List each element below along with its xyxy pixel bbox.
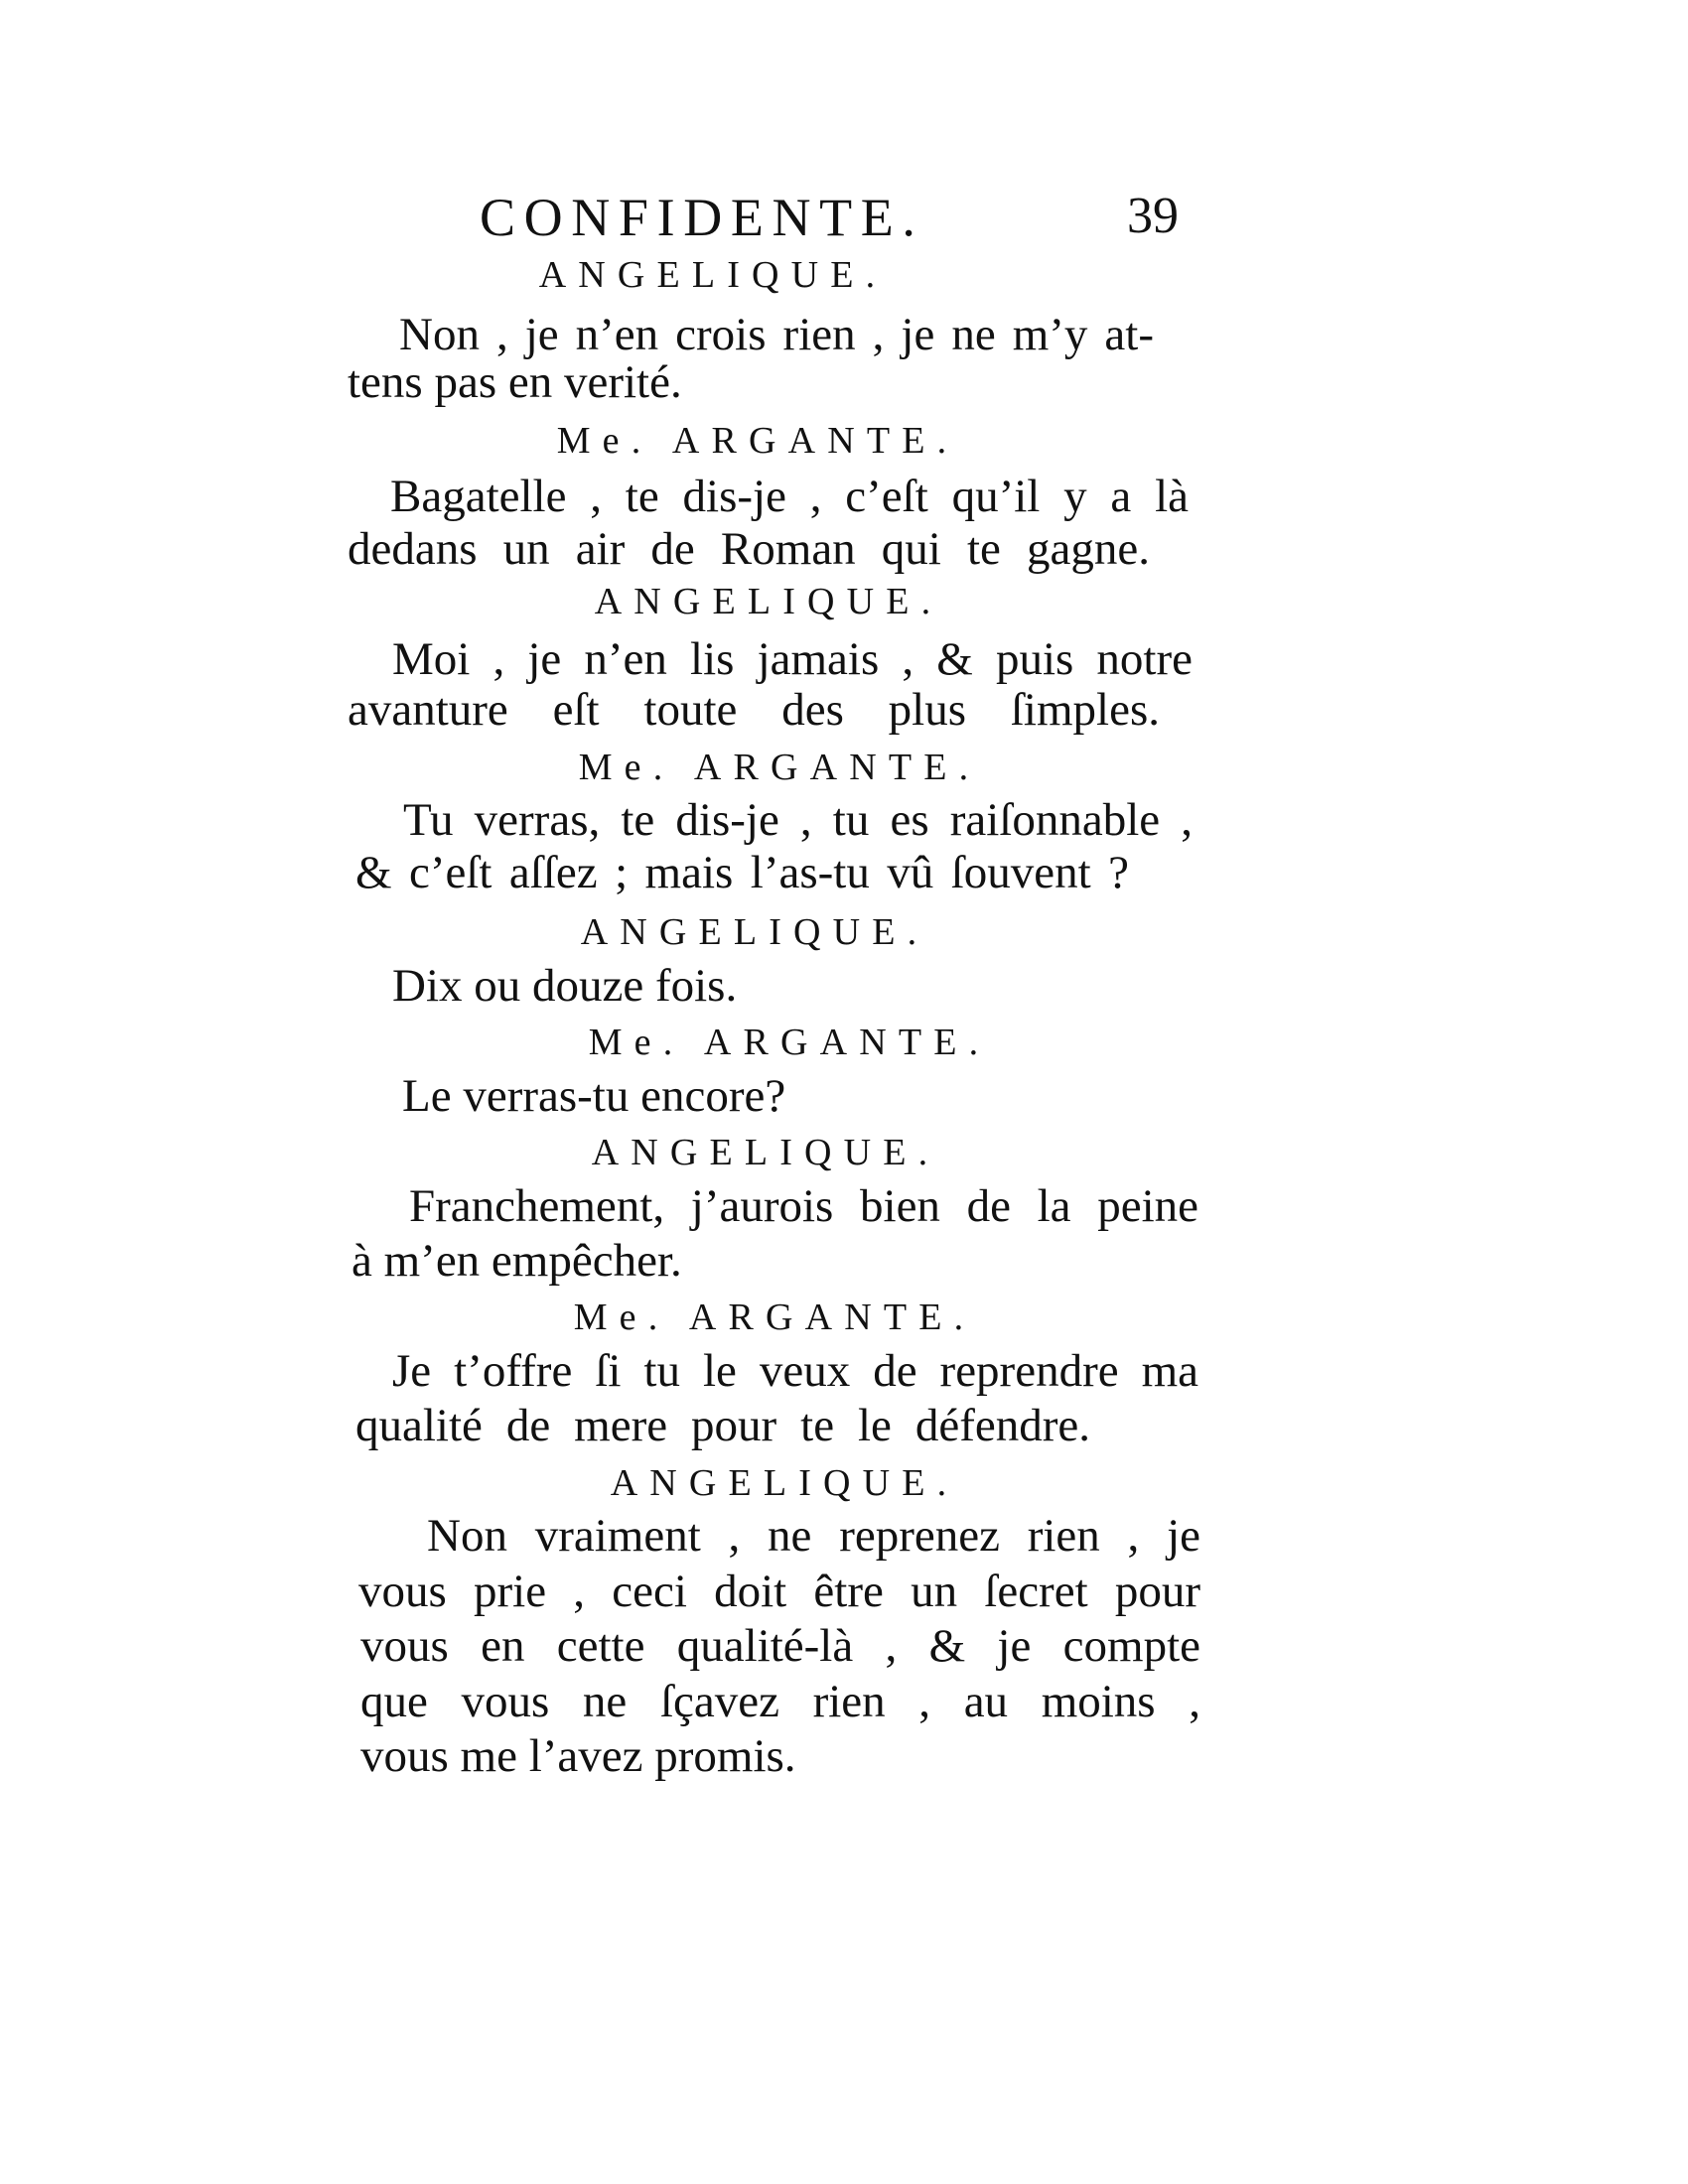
speaker-name: ANGELIQUE. (591, 1132, 940, 1173)
speaker-name: Me. ARGANTE. (556, 420, 959, 462)
speaker-name: ANGELIQUE. (580, 911, 929, 953)
text-line: Franchement, j’aurois bien de la peine (409, 1180, 1198, 1232)
text-line: qualité de mere pour te le défendre. (355, 1400, 1090, 1451)
page-number: 39 (1127, 188, 1179, 244)
speaker-name: Me. ARGANTE. (578, 747, 981, 788)
speaker-name: ANGELIQUE. (538, 254, 888, 296)
speaker-name: Me. ARGANTE. (573, 1297, 976, 1338)
text-line: vous en cette qualité-là , & je compte (360, 1620, 1200, 1672)
speaker-name: ANGELIQUE. (594, 581, 943, 622)
speaker-name: ANGELIQUE. (610, 1462, 959, 1504)
speaker-name: Me. ARGANTE. (588, 1022, 991, 1063)
text-line: Non , je n’en crois rien , je ne m’y at- (399, 309, 1154, 360)
text-line: Tu verras, te dis-je , tu es raiſonnable , (403, 794, 1193, 846)
text-line: Le verras-tu encore? (402, 1070, 786, 1122)
text-line: Dix ou douze fois. (392, 960, 738, 1012)
text-line: vous prie , ceci doit être un ſecret pour (358, 1566, 1200, 1617)
text-line: Je t’offre ſi tu le veux de reprendre ma (392, 1345, 1198, 1397)
text-line: & c’eſt aſſez ; mais l’as-tu vû ſouvent ? (355, 847, 1129, 898)
text-line: Bagatelle , te dis-je , c’eſt qu’il y a là (390, 471, 1189, 522)
text-line: que vous ne ſçavez rien , au moins , (360, 1676, 1200, 1727)
text-line: tens pas en verité. (348, 356, 682, 408)
text-line: vous me l’avez promis. (360, 1730, 796, 1782)
running-title: CONFIDENTE. (480, 188, 924, 247)
text-line: à m’en empêcher. (352, 1235, 682, 1287)
text-line: avanture eſt toute des plus ſimples. (348, 684, 1160, 736)
text-line: Non vraiment , ne reprenez rien , je (427, 1510, 1200, 1562)
text-line: dedans un air de Roman qui te gagne. (348, 523, 1150, 575)
text-line: Moi , je n’en lis jamais , & puis notre (392, 633, 1193, 685)
